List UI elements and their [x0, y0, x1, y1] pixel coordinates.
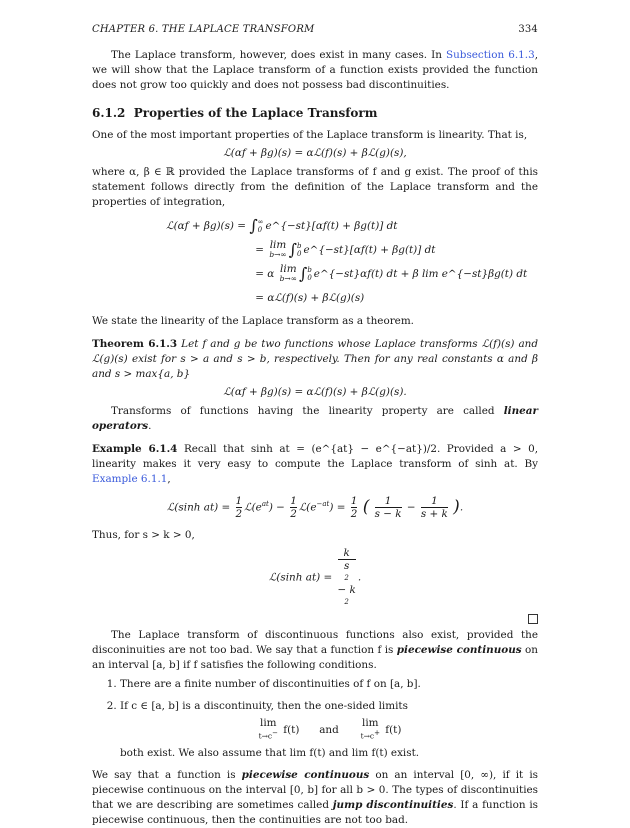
sinh-transform-equation: ℒ(sinh at) = $\frac{1}{2}$ $ℒ(e^{at})$ − $\frac{1}{2}$ $ℒ(e^{-at})$ = $\frac{1}{2}$ ( $\frac{1}{s - k}$ − $\frac{1}{s + k}$ ).	[166, 495, 464, 520]
linearity-intro: One of the most important properties of the Laplace transform is linearity. That is,	[92, 129, 528, 141]
piecewise-term: piecewise continuous	[396, 644, 522, 656]
theorem-label: Theorem 6.1.3	[92, 338, 178, 350]
qed-box-icon	[528, 614, 538, 624]
example-label: Example 6.1.4	[92, 443, 178, 455]
theorem-equation: ℒ(αf + βg)(s) = αℒ(f)(s) + βℒ(g)(s).	[223, 386, 407, 398]
linearity-after: where α, β ∈ ℝ provided the Laplace transforms of f and g exist. The proof of this statement follows directly from the definition of the Laplace transform and the properties of integration,	[92, 166, 538, 208]
running-header	[92, 22, 538, 42]
thus-text: Thus, for s > k > 0,	[92, 529, 195, 541]
conditions-list	[92, 677, 538, 761]
final-paragraph: We say that a function is piecewise continuous on an interval [0, ∞), if it is piecewise continuous on the interval [0, b] for all b > 0. The types of discontinuities that we are describing are sometimes called jump discontinuities. If a function is piecewise continuous, then the continuities are not too bad.	[92, 768, 539, 826]
theorem-text: Let f and g be two functions whose Laplace transforms ℒ(f)(s) and ℒ(g)(s) exist for s > a and s > b, respectively. Then for any real constants α and β and s > max{a, b}	[92, 338, 538, 380]
derivation-line: = αℒ(f)(s) + βℒ(g)(s)	[255, 292, 365, 304]
both-exist-text: both exist. We also assume that lim f(t) and lim f(t) exist.	[120, 746, 420, 759]
qed-row	[92, 614, 538, 624]
page	[92, 22, 538, 828]
chapter-title: CHAPTER 6. THE LAPLACE TRANSFORM	[92, 24, 315, 35]
subsection-link[interactable]: Subsection 6.1.3	[445, 49, 535, 61]
section-title: Properties of the Laplace Transform	[133, 106, 378, 120]
operators-paragraph: Transforms of functions having the linearity property are called linear operators.	[92, 405, 538, 432]
piecewise-term-2: piecewise continuous	[241, 768, 370, 781]
derivation-line: = lim b→∞ ∫ b 0 e^{−st}[αf(t) + βg(t)] dt	[255, 239, 436, 259]
section-heading	[92, 106, 538, 121]
one-sided-limits: lim t→c− f(t) and lim t→c+ f(t)	[258, 717, 402, 741]
intro-paragraph: The Laplace transform, however, does exist in many cases. In Subsection 6.1.3, we will show that the Laplace transform of a function exists provided the function does not grow too quickly and does not possess bad discontinuities.	[92, 49, 538, 91]
derivation	[156, 214, 538, 310]
list-item: 1. There are a finite number of discontinuities of f on [a, b].	[120, 677, 538, 692]
example: Example 6.1.4 Recall that sinh at = (e^{at} − e^{−at})/2. Provided a > 0, linearity makes it very easy to compute the Laplace transform of sinh at. By Example 6.1.1,	[92, 443, 538, 485]
list-item: 2. If c ∈ [a, b] is a discontinuity, then the one-sided limits lim t→c− f(t) and lim t→c+ f(t) both exist. We also assume that lim f(t) and lim f(t) exist.	[120, 699, 538, 761]
derivation-line: ℒ(αf + βg)(s) = ∫ ∞ 0 e^{−st}[αf(t) + βg(t)] dt	[166, 216, 398, 235]
linear-operators-term: linear operators	[92, 405, 538, 432]
theorem	[92, 337, 538, 382]
page-number: 334	[518, 24, 538, 35]
sinh-result-equation: ℒ(sinh at) = k s 2 − k 2 .	[268, 547, 362, 606]
linearity-closing: We state the linearity of the Laplace transform as a theorem.	[92, 315, 414, 327]
linearity-equation: ℒ(αf + βg)(s) = αℒ(f)(s) + βℒ(g)(s),	[223, 147, 407, 159]
derivation-line: = α lim b→∞ ∫ b 0 e^{−st}αf(t) dt + β lim e^{−st}βg(t) dt	[255, 263, 528, 283]
section-number: 6.1.2	[92, 106, 126, 120]
example-link[interactable]: Example 6.1.1	[92, 473, 168, 485]
jump-discontinuities-term: jump discontinuities	[332, 798, 454, 811]
piecewise-paragraph: The Laplace transform of discontinuous functions also exist, provided the disconinuities are not too bad. We say that a function f is piecewise continuous on an interval [a, b] if f satisfies the following conditions.	[92, 629, 538, 671]
